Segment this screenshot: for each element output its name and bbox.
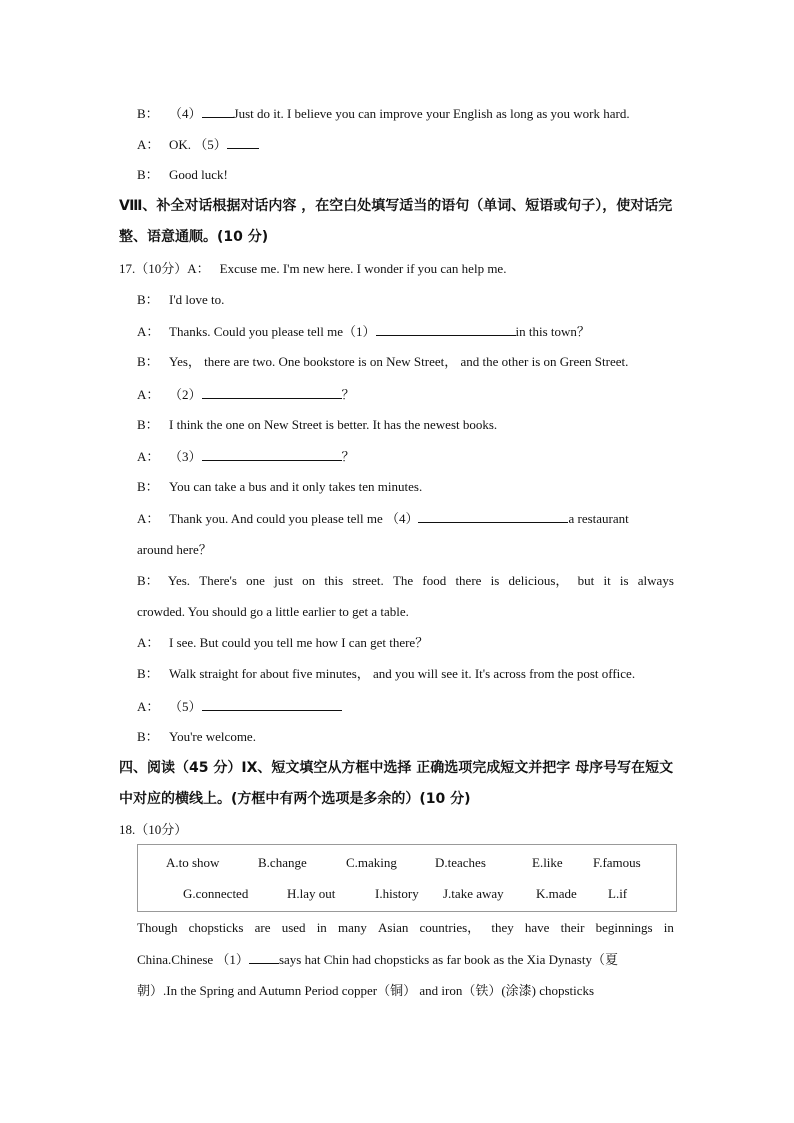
option: H.lay out [287, 886, 336, 901]
word: there [455, 573, 482, 588]
passage-line: China.Chinese （1） says hat Chin had chopsticks as far book as the Xia Dynasty（夏 [137, 952, 618, 967]
dialog-line-justified: B： Yes. There's one just on this street. The food there is delicious， but it is always [137, 573, 674, 588]
word: There's [199, 573, 237, 588]
option: L.if [608, 886, 628, 901]
word: they [491, 920, 514, 935]
word: used [281, 920, 306, 935]
word: it [603, 573, 611, 588]
word: one [246, 573, 265, 588]
dialog-line: B： You're welcome. [137, 729, 256, 744]
word: The [392, 573, 414, 588]
word: are [254, 920, 271, 935]
answer-blank[interactable] [202, 697, 342, 711]
option: G.connected [183, 886, 249, 901]
question-number-line: 17.（10分）A： Excuse me. I'm new here. I wonder if you can help me. [119, 261, 507, 276]
word: food [422, 573, 447, 588]
dialog-line: around here？ [137, 542, 212, 557]
section-heading: 中对应的横线上。(方框中有两个选项是多余的）(10 分) [119, 791, 471, 807]
dialog-line: B： Good luck! [137, 167, 228, 182]
answer-blank[interactable] [202, 385, 342, 399]
word: chopsticks [188, 920, 244, 935]
dialog-line: A： Thanks. Could you please tell me（1） in this town？ [137, 324, 590, 339]
answer-blank[interactable] [418, 509, 568, 523]
word: Though [137, 920, 178, 935]
word: delicious， [508, 573, 569, 588]
answer-blank[interactable] [376, 322, 516, 336]
word: beginnings [595, 920, 653, 935]
option: F.famous [593, 855, 641, 870]
answer-blank[interactable] [249, 950, 279, 964]
option: K.made [536, 886, 577, 901]
word: many [337, 920, 367, 935]
dialog-line: A： （2） ？ [137, 387, 355, 402]
dialog-line: B： I'd love to. [137, 292, 225, 307]
passage-line-justified [137, 919, 674, 937]
dialog-line: A： OK. （5） [137, 135, 259, 154]
dialog-line: B： （4） Just do it. I believe you can improve your English as long as you work hard. [137, 106, 630, 121]
dialog-line: B： You can take a bus and it only takes ten minutes. [137, 479, 423, 494]
answer-blank[interactable] [202, 447, 342, 461]
dialog-line: B： Yes， there are two. One bookstore is on New Street， and the other is on Green Street. [137, 354, 629, 369]
dialog-line: A： Thank you. And could you please tell me （4） a restaurant [137, 511, 629, 526]
option: J.take away [443, 886, 504, 901]
word: this [324, 573, 344, 588]
question-number: 18.（10分） [119, 822, 188, 837]
dialog-line: A： （5） [137, 697, 342, 716]
option: E.like [532, 855, 563, 870]
word: just [274, 573, 293, 588]
word: in [316, 920, 327, 935]
answer-blank[interactable] [227, 135, 259, 149]
dialog-line: B： Walk straight for about five minutes， and you will see it. It's across from the post office. [137, 666, 636, 681]
word: their [560, 920, 585, 935]
word: Asian [378, 920, 409, 935]
dialog-line: B： I think the one on New Street is better. It has the newest books. [137, 417, 498, 432]
word: in [663, 920, 674, 935]
dialog-line: crowded. You should go a little earlier to get a table. [137, 604, 409, 619]
dialog-line: A： （3） ？ [137, 449, 355, 464]
option: B.change [258, 855, 307, 870]
section-heading: 整、语意通顺。(10 分) [119, 229, 269, 245]
section-heading: 四、阅读（45 分）IX、短文填空从方框中选择 正确选项完成短文并把字 母序号写在短文 [119, 760, 674, 776]
option: D.teaches [435, 855, 486, 870]
answer-blank[interactable] [202, 104, 234, 118]
word: street. [352, 573, 384, 588]
word: on [302, 573, 316, 588]
section-heading: Ⅷ、补全对话根据对话内容 ，在空白处填写适当的语句（单词、短语或句子），使对话完 [119, 198, 673, 214]
word: Yes. [167, 573, 191, 588]
option: A.to show [166, 855, 220, 870]
word: always [637, 573, 674, 588]
word: but [577, 573, 595, 588]
dialog-line: A： I see. But could you tell me how I can get there？ [137, 635, 429, 650]
options-box [137, 844, 677, 912]
option: C.making [346, 855, 397, 870]
passage-line: 朝）.In the Spring and Autumn Period copper（铜） and iron（铁）(涂漆) chopsticks [137, 983, 595, 998]
word: is [490, 573, 500, 588]
word: have [524, 920, 550, 935]
word: is [619, 573, 629, 588]
word: countries， [419, 920, 481, 935]
option: I.history [375, 886, 419, 901]
